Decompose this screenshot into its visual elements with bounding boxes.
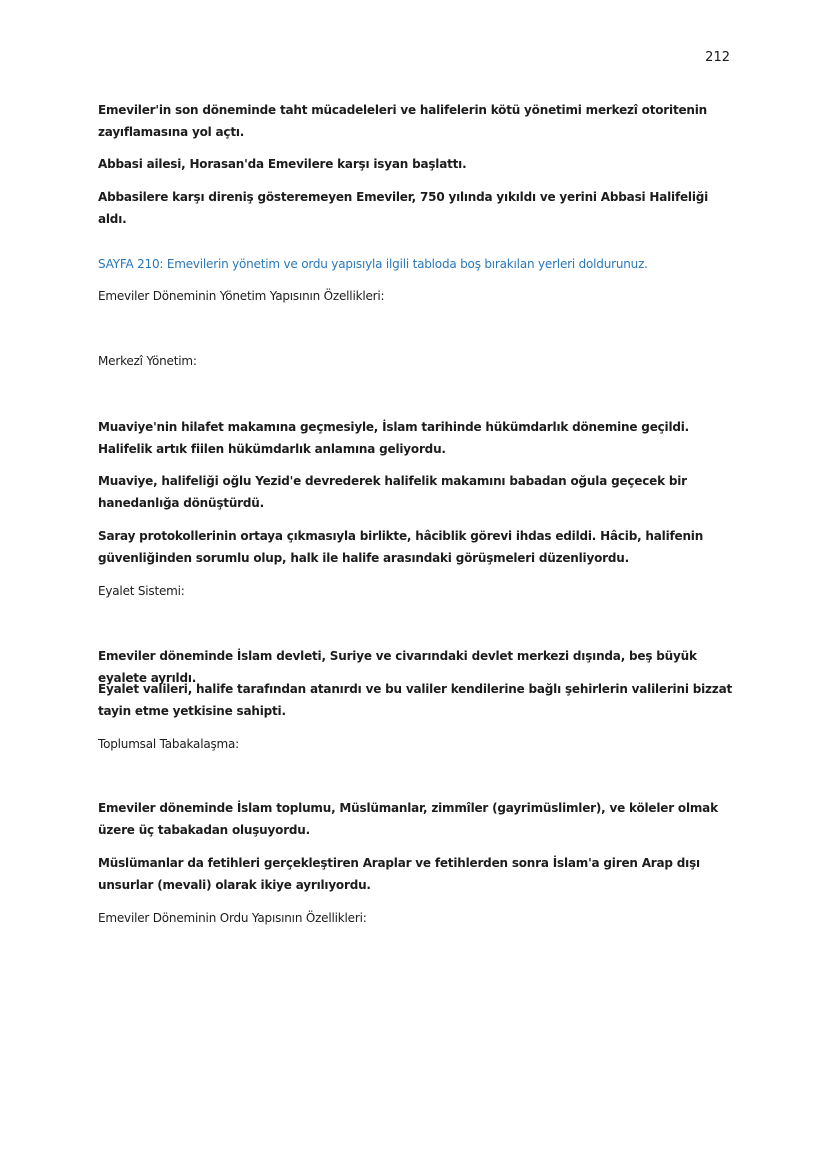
page-number: 212: [705, 50, 730, 65]
paragraph-emeviler-son-donem: Emeviler'in son döneminde taht mücadeleleri ve halifelerin kötü yönetimi merkezî otoritenin zayıflamasına yol açtı.: [98, 103, 708, 139]
subheading-merkezi-yonetim: Merkezî Yönetim:: [98, 354, 197, 368]
paragraph-bes-eyalet: Emeviler döneminde İslam devleti, Suriye ve civarındaki devlet merkezi dışında, beş büyük eyalete ayrıldı.: [98, 649, 697, 685]
paragraph-eyalet-valileri: Eyalet valileri, halife tarafından atanırdı ve bu valiler kendilerine bağlı şehirlerin valilerini bizzat tayin etme yetkisine sahipti.: [98, 682, 733, 718]
section-heading-ordu: Emeviler Döneminin Ordu Yapısının Özellikleri:: [98, 911, 367, 925]
paragraph-uc-tabaka: Emeviler döneminde İslam toplumu, Müslümanlar, zimmîler (gayrimüslimler), ve köleler olmak üzere üç tabakadan oluşuyordu.: [98, 801, 718, 837]
paragraph-muaviye-yezid: Muaviye, halifeliği oğlu Yezid'e devrederek halifelik makamını babadan oğula geçecek bir hanedanlığa dönüştürdü.: [98, 474, 687, 510]
subheading-toplumsal-tabakalasma: Toplumsal Tabakalaşma:: [98, 737, 240, 751]
paragraph-abbasi-isyan: Abbasi ailesi, Horasan'da Emevilere karşı isyan başlattı.: [98, 157, 467, 171]
task-instruction: SAYFA 210: Emevilerin yönetim ve ordu yapısıyla ilgili tabloda boş bırakılan yerleri doldurunuz.: [98, 257, 648, 271]
section-heading-yonetim: Emeviler Döneminin Yönetim Yapısının Özellikleri:: [98, 289, 385, 303]
subheading-eyalet-sistemi: Eyalet Sistemi:: [98, 584, 185, 598]
paragraph-haciblik: Saray protokollerinin ortaya çıkmasıyla birlikte, hâciblik görevi ihdas edildi. Hâcib, halifenin güvenliğinden sorumlu olup, halk ile halife arasındaki görüşmeleri düzenliyordu.: [98, 529, 704, 565]
paragraph-emeviler-yikilis: Abbasilere karşı direniş gösteremeyen Emeviler, 750 yılında yıkıldı ve yerini Abbasi Halifeliği aldı.: [98, 190, 709, 226]
paragraph-mevali: Müslümanlar da fetihleri gerçekleştiren Araplar ve fetihlerden sonra İslam'a giren Arap dışı unsurlar (mevali) olarak ikiye ayrılıyordu.: [98, 856, 700, 892]
paragraph-muaviye-hilafet: Muaviye'nin hilafet makamına geçmesiyle, İslam tarihinde hükümdarlık dönemine geçildi. Halifelik artık fiilen hükümdarlık anlamına geliyordu.: [98, 420, 690, 456]
